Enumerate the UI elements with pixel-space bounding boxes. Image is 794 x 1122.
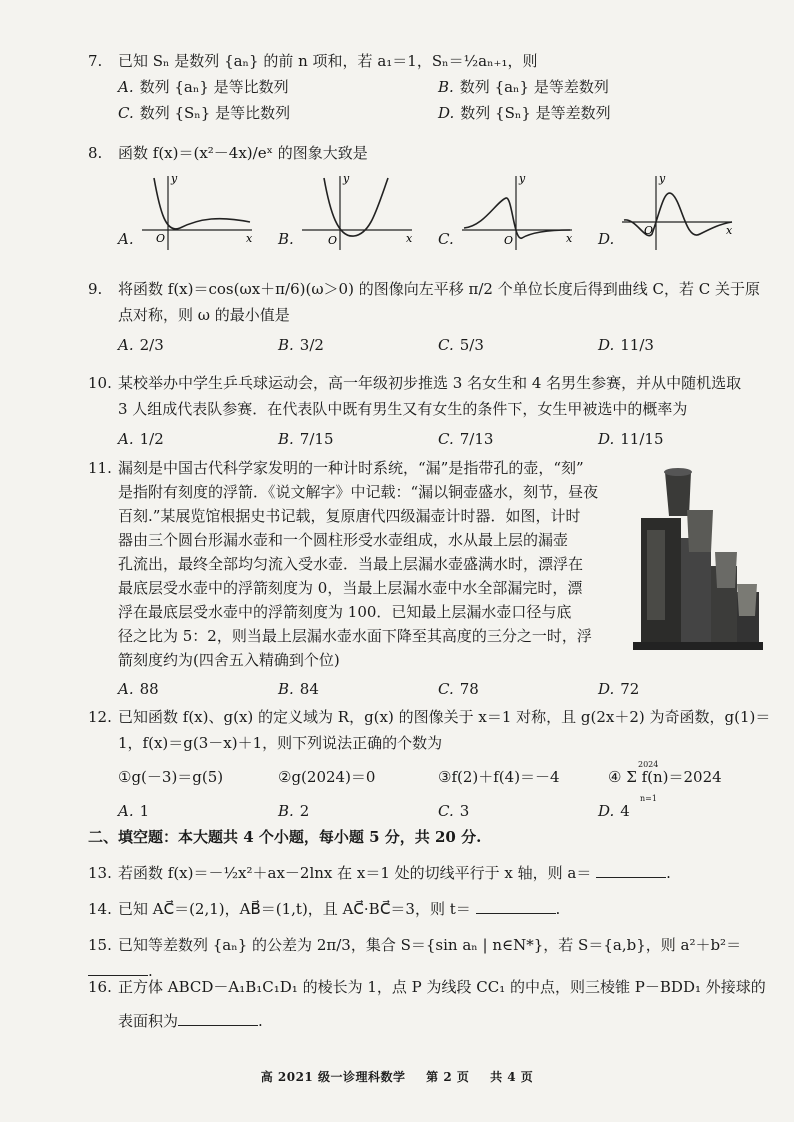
question-7 [88,48,778,126]
question-stem-cont: 箭刻度约为(四舍五入精确到个位) [118,651,340,669]
svg-text:O: O [155,232,165,245]
statement-1: ①g(－3)＝g(5) [118,768,224,786]
question-stem-cont: 器由三个圆台形漏水壶和一个圆柱形受水壶组成，水从最上层的漏壶 [118,531,569,549]
question-stem: 已知函数 f(x)、g(x) 的定义域为 R，g(x) 的图像关于 x＝1 对称，且 g(2x＋2) 为奇函数，g(1)＝ [118,708,771,726]
question-stem: 将函数 f(x)＝cos(ωx＋π/6)(ω＞0) 的图像向左平移 π/2 个单位长度后得到曲线 C，若 C 关于原 [118,280,760,298]
option-b[interactable]: B. O y x [278,172,438,252]
question-stem-cont: 是指附有刻度的浮箭．《说文解字》中记载：“漏以铜壶盛水，刻节，昼夜 [118,483,599,501]
svg-text:y: y [170,172,177,185]
question-13: 13. 若函数 f(x)＝－½x²＋ax－2lnx 在 x＝1 处的切线平行于 x 轴，则 a＝ . [88,860,778,886]
answer-blank[interactable] [476,897,556,914]
question-11-options [88,676,778,702]
question-15: 15. 已知等差数列 {aₙ} 的公差为 2π/3，集合 S＝{sin aₙ | n∈N*}，若 S＝{a,b}，则 a²＋b²＝ . [88,932,778,984]
question-stem-cont: 浮在最底层受水壶中的浮箭刻度为 100．已知最上层漏水壶口径与底 [118,603,572,621]
question-10 [88,370,778,452]
sigma-upper-limit: 2024 [638,760,659,769]
option-a[interactable]: A. 数列 {aₙ} 是等比数列 [118,78,289,96]
svg-text:y: y [518,172,525,185]
page-footer [0,1068,794,1085]
option-d[interactable]: D. 11/15 [598,430,664,448]
question-number: 11. [88,459,112,477]
question-stem-cont: 径之比为 5：2，则当最上层漏水壶水面下降至其高度的三分之一时，浮 [118,627,592,645]
option-a[interactable]: A. 2/3 [118,336,164,354]
option-b[interactable]: B. 2 [278,802,310,820]
question-8 [88,140,778,252]
option-c[interactable]: C. 78 [438,680,479,698]
question-stem: 已知等差数列 {aₙ} 的公差为 2π/3，集合 S＝{sin aₙ | n∈N*}，若 S＝{a,b}，则 a²＋b²＝ [118,936,742,954]
question-16: 16. 正方体 ABCD－A₁B₁C₁D₁ 的棱长为 1，点 P 为线段 CC₁ 的中点，则三棱锥 P－BDD₁ 外接球的 表面积为 . [88,970,778,1038]
question-14: 14. 已知 AC⃗＝(2,1)，AB⃗＝(1,t)，且 AC⃗·BC⃗＝3，则 t＝ . [88,896,778,922]
question-stem-cont: 1，f(x)＝g(3－x)＋1，则下列说法正确的个数为 [118,734,443,752]
option-d[interactable]: D. O y x [598,172,758,252]
question-number: 7. [88,52,103,70]
water-clock-image [633,460,763,650]
footer-title: 高 2021 级一诊理科数学 [260,1070,406,1084]
svg-text:y: y [342,172,350,185]
question-stem: 漏刻是中国古代科学家发明的一种计时系统，“漏”是指带孔的壶，“刻” [118,459,584,477]
question-number: 9. [88,280,103,298]
svg-text:O: O [644,224,654,237]
svg-text:x: x [726,224,733,237]
svg-text:x: x [565,232,572,245]
question-number: 14. [88,900,112,918]
question-stem-cont: 孔流出，最终全部均匀流入受水壶．当最上层漏水壶盛满水时，漂浮在 [118,555,584,573]
option-c[interactable]: C. 7/13 [438,430,494,448]
svg-text:O: O [503,234,513,247]
footer-page-number: 第 2 页 [426,1070,470,1084]
option-d[interactable]: D. 数列 {Sₙ} 是等差数列 [438,104,611,122]
graph-c-icon [460,172,580,252]
option-a[interactable]: A. O y x [118,172,278,252]
option-a[interactable]: A. 1 [118,802,150,820]
question-stem: 已知 AC⃗＝(2,1)，AB⃗＝(1,t)，且 AC⃗·BC⃗＝3，则 t＝ [118,900,471,918]
statement-4: ④ Σ f(n)＝2024 2024 n=1 [608,764,722,790]
section-heading: 二、填空题：本大题共 4 个小题，每小题 5 分，共 20 分. [88,828,482,846]
option-c[interactable]: C. 5/3 [438,336,484,354]
statement-3: ③f(2)＋f(4)＝－4 [438,768,560,786]
option-a[interactable]: A. 88 [118,680,159,698]
question-stem: 某校举办中学生乒乓球运动会，高一年级初步推选 3 名女生和 4 名男生参赛，并从中随机选取 [118,374,742,392]
question-9 [88,276,778,358]
question-12 [88,704,778,824]
option-d[interactable]: D. 4 [598,802,630,820]
svg-text:O: O [327,234,337,247]
sigma-lower-limit: n=1 [640,794,657,803]
question-stem-cont: 点对称，则 ω 的最小值是 [118,306,290,324]
question-stem-cont: 表面积为 [118,1012,179,1030]
option-b[interactable]: B. 7/15 [278,430,334,448]
question-stem-cont: 3 人组成代表队参赛．在代表队中既有男生又有女生的条件下，女生甲被选中的概率为 [118,400,688,418]
option-c[interactable]: C. O y x [438,172,598,252]
question-number: 16. [88,978,112,996]
question-number: 15. [88,936,112,954]
option-b[interactable]: B. 84 [278,680,319,698]
option-c[interactable]: C. 3 [438,802,470,820]
question-number: 13. [88,864,112,882]
graph-d-icon [620,172,740,252]
option-b[interactable]: B. 数列 {aₙ} 是等差数列 [438,78,609,96]
option-a[interactable]: A. 1/2 [118,430,164,448]
question-stem: 正方体 ABCD－A₁B₁C₁D₁ 的棱长为 1，点 P 为线段 CC₁ 的中点，则三棱锥 P－BDD₁ 外接球的 [118,978,766,996]
graph-b-icon [300,172,420,252]
question-number: 8. [88,144,103,162]
question-stem-cont: 最底层受水壶中的浮箭刻度为 0，当最上层漏水壶中水全部漏完时，漂 [118,579,583,597]
question-number: 10. [88,374,112,392]
question-stem: 若函数 f(x)＝－½x²＋ax－2lnx 在 x＝1 处的切线平行于 x 轴，则 a＝ [118,864,592,882]
question-stem: 函数 f(x)＝(x²－4x)/eˣ 的图象大致是 [118,144,368,162]
footer-total-pages: 共 4 页 [490,1070,534,1084]
statement-2: ②g(2024)＝0 [278,768,376,786]
question-11 [88,456,628,672]
svg-text:x: x [405,232,413,245]
answer-blank[interactable] [596,861,666,878]
option-c[interactable]: C. 数列 {Sₙ} 是等比数列 [118,104,291,122]
question-stem: 已知 Sₙ 是数列 {aₙ} 的前 n 项和，若 a₁＝1，Sₙ＝½aₙ₊₁，则 [118,52,538,70]
option-b[interactable]: B. 3/2 [278,336,324,354]
svg-text:x: x [245,232,252,245]
question-stem-cont: 百刻.”某展览馆根据史书记载，复原唐代四级漏壶计时器．如图，计时 [118,507,581,525]
option-d[interactable]: D. 72 [598,680,640,698]
graph-a-icon [140,172,260,252]
answer-blank[interactable] [178,1009,258,1026]
svg-text:y: y [659,172,666,185]
option-d[interactable]: D. 11/3 [598,336,654,354]
question-number: 12. [88,708,112,726]
